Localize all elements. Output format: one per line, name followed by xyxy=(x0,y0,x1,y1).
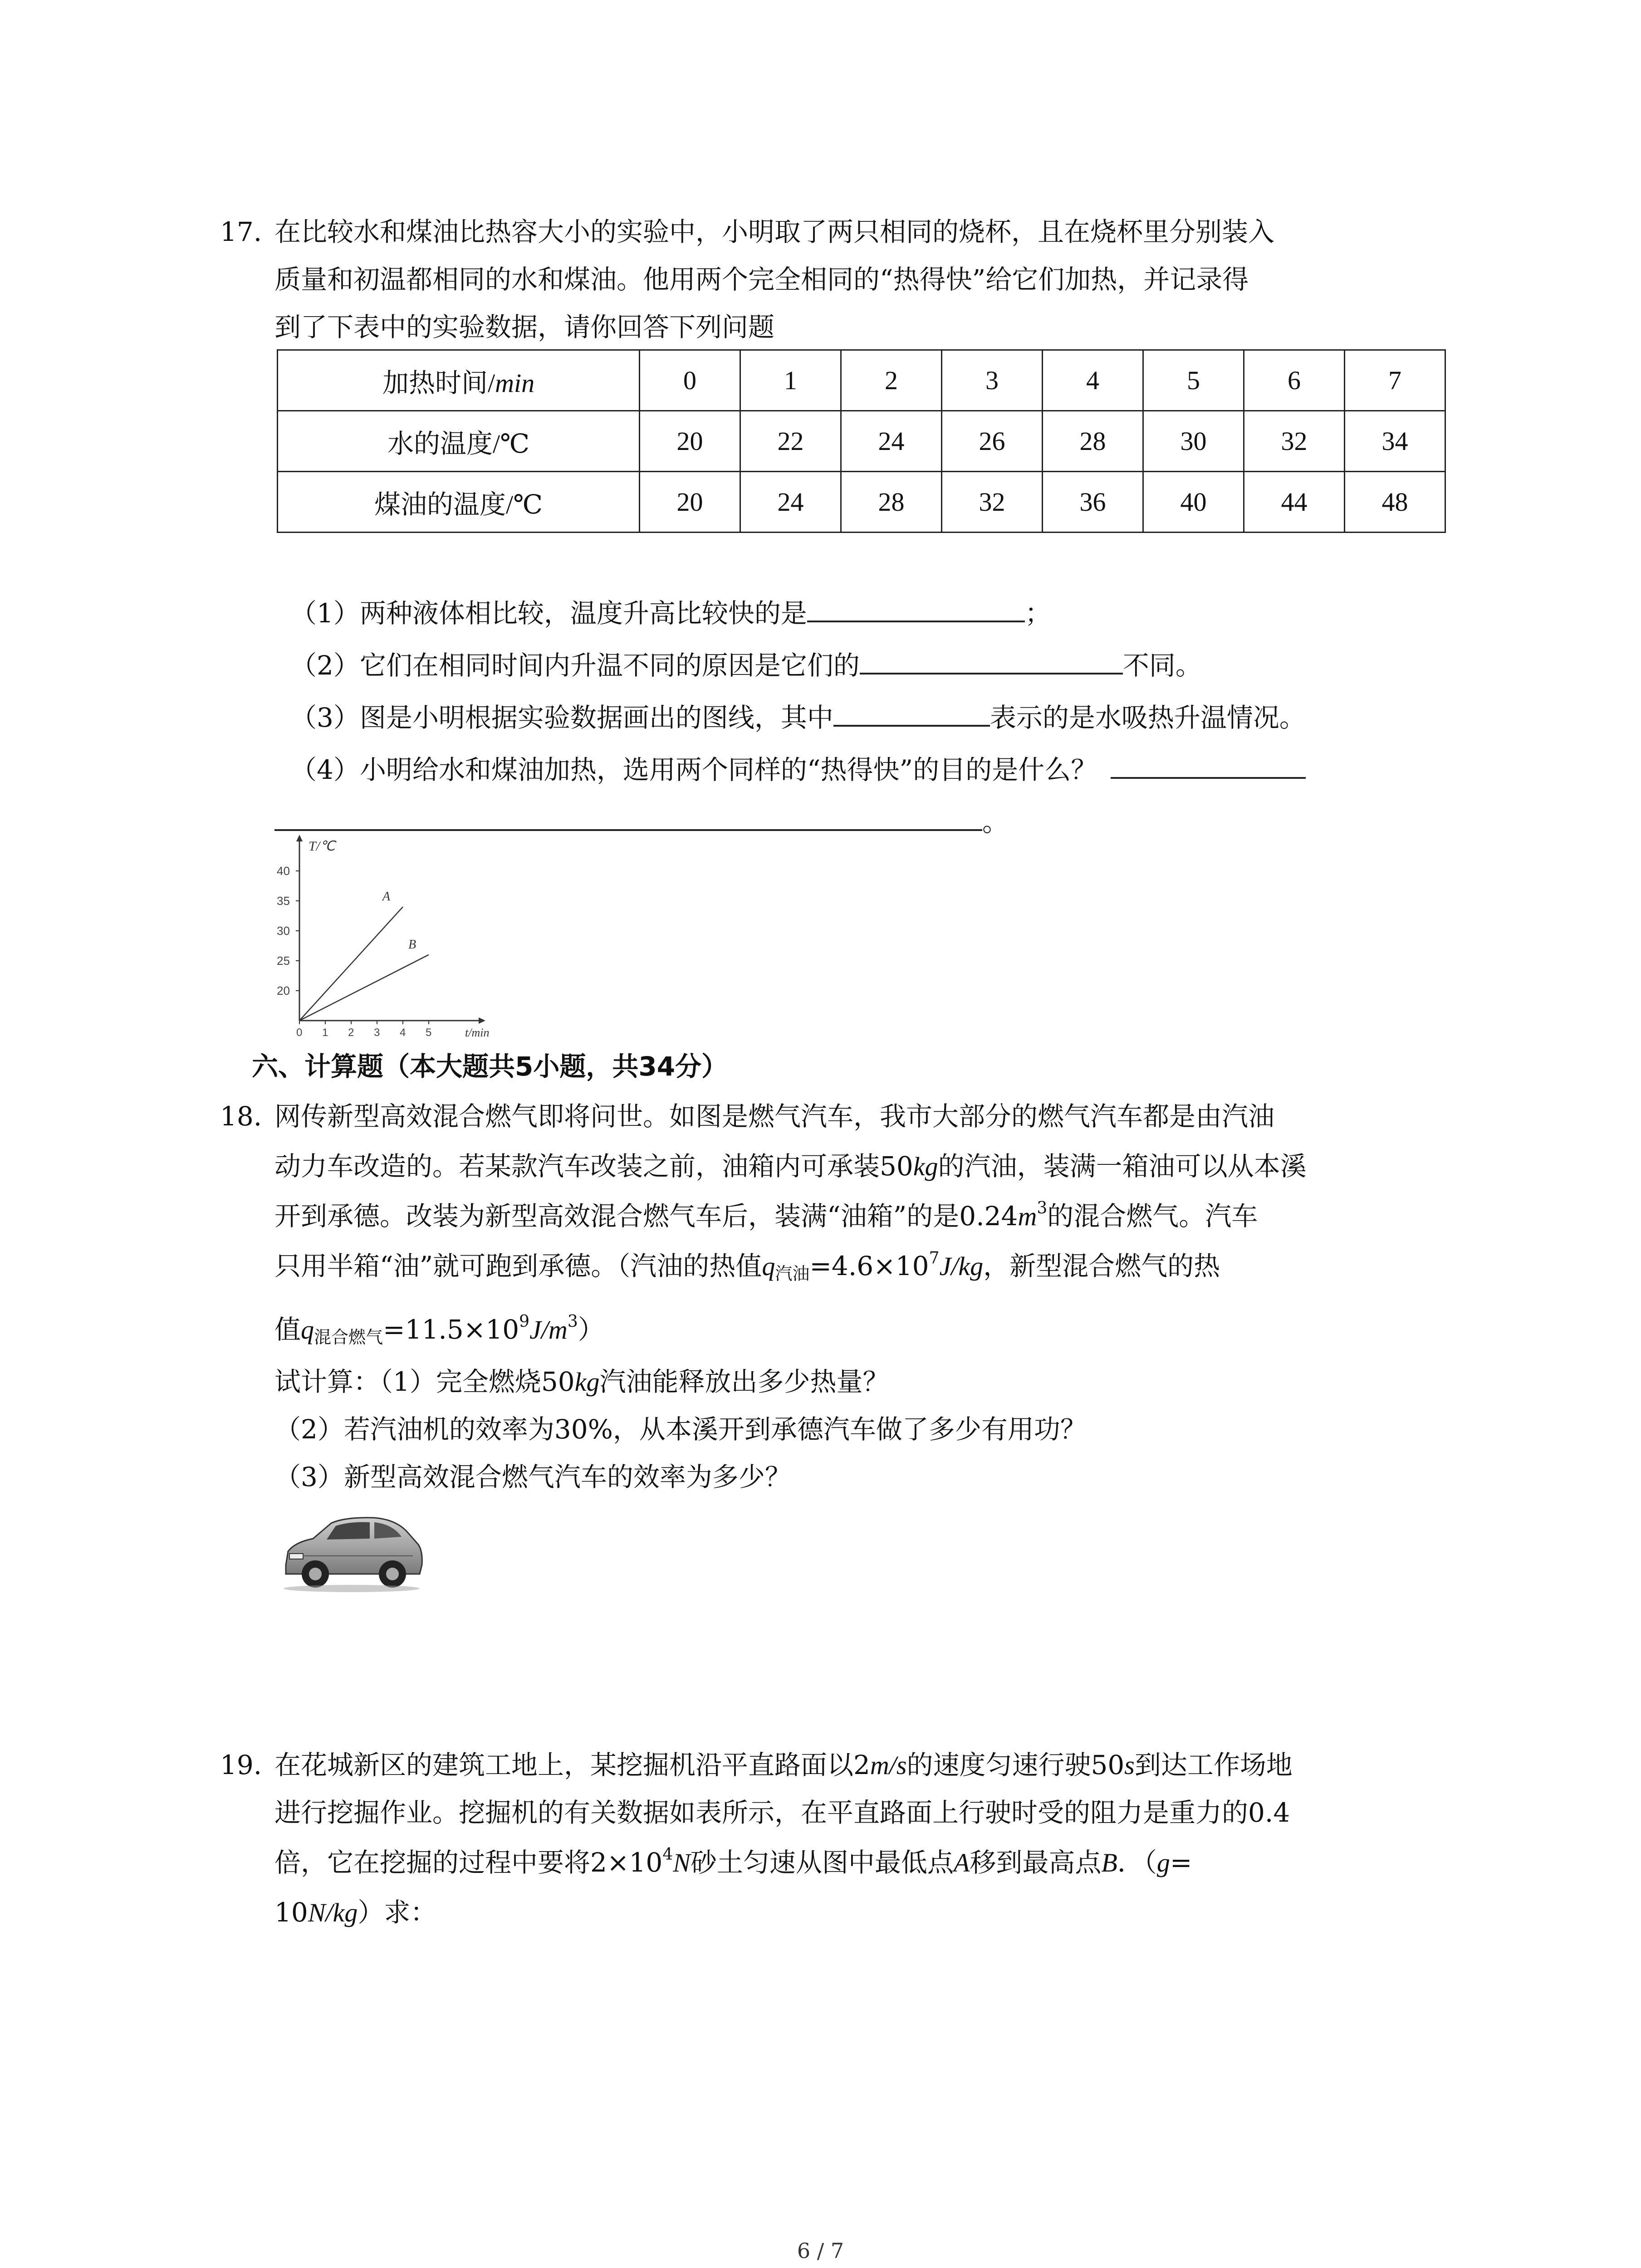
table-cell: 6 xyxy=(1244,350,1345,411)
table-cell: 2 xyxy=(841,350,942,411)
table-cell: 7 xyxy=(1345,350,1445,411)
y-tick-label: 40 xyxy=(277,864,290,878)
table-cell: 5 xyxy=(1143,350,1244,411)
car-image xyxy=(277,1510,426,1594)
table-cell: 0 xyxy=(640,350,740,411)
x-tick-label: 0 xyxy=(296,1026,303,1039)
q18-l5-b: =11.5×10 xyxy=(383,1314,519,1345)
q17-sub3-end: 表示的是水吸热升温情况。 xyxy=(989,702,1306,733)
q18-l5-c: ） xyxy=(578,1314,604,1345)
row-label: 加热时间/ xyxy=(382,368,495,398)
q18-l4-q: q xyxy=(762,1251,775,1281)
q19-l1-c: 到达工作场地 xyxy=(1134,1750,1293,1780)
table-row xyxy=(278,350,1445,411)
experiment-data-table xyxy=(277,349,1446,533)
series-label-A: A xyxy=(382,890,391,904)
y-tick-label: 20 xyxy=(277,984,290,997)
x-tick-label: 4 xyxy=(400,1026,406,1039)
q19-l3-sup: 4 xyxy=(662,1845,673,1864)
table-cell: 32 xyxy=(1244,411,1345,472)
y-tick-label: 30 xyxy=(277,924,290,938)
q18-l6-unit: kg xyxy=(574,1367,600,1397)
q19-l3-d: ．（ xyxy=(1117,1847,1157,1878)
q17-sub-question-1 xyxy=(290,594,1051,630)
table-cell: 24 xyxy=(841,411,942,472)
q18-l3-unit: m xyxy=(1018,1202,1037,1231)
table-cell: 34 xyxy=(1345,411,1445,472)
y-tick-label: 35 xyxy=(277,894,290,908)
row-label-unit: min xyxy=(495,368,535,398)
table-cell: 4 xyxy=(1043,350,1143,411)
row-label: 煤油的温度/℃ xyxy=(374,489,543,519)
table-cell: 3 xyxy=(942,350,1043,411)
question-18-line-7: （2）若汽油机的效率为30%，从本溪开到承德汽车做了多少有用功？ xyxy=(274,1414,1087,1445)
q18-l2-b: 的汽油，装满一箱油可以从本溪 xyxy=(938,1151,1307,1182)
table-cell: 30 xyxy=(1143,411,1244,472)
q18-l3-sup: 3 xyxy=(1037,1199,1048,1217)
y-axis-arrow xyxy=(296,835,303,841)
section-heading: 六、计算题（本大题共5小题，共34分） xyxy=(252,1051,728,1082)
series-line-B xyxy=(299,955,429,1021)
q18-l3-b: 的混合燃气。汽车 xyxy=(1047,1201,1258,1232)
q18-l4-sup: 7 xyxy=(929,1249,940,1267)
question-18-line-1: 网传新型高效混合燃气即将问世。如图是燃气汽车，我市大部分的燃气汽车都是由汽油 xyxy=(274,1101,1275,1132)
q19-l3-unit: N xyxy=(673,1848,691,1877)
q18-l5-unit: J/m xyxy=(529,1315,568,1344)
question-18-line-4 xyxy=(274,1250,1220,1283)
y-tick-label: 25 xyxy=(277,954,290,968)
q19-point-b: B xyxy=(1101,1848,1117,1877)
q17-sub3-answer-blank[interactable] xyxy=(833,699,990,727)
q17-sub3-text: （3）图是小明根据实验数据画出的图线，其中 xyxy=(290,702,833,733)
q18-l6-a: 试计算：（1）完全燃烧50 xyxy=(274,1366,575,1397)
q18-l5-q: q xyxy=(301,1315,314,1344)
x-axis-arrow xyxy=(479,1017,485,1024)
table-cell: 24 xyxy=(740,472,841,533)
q18-l2-a: 动力车改造的。若某款汽车改装之前，油箱内可承装50 xyxy=(274,1151,913,1182)
q17-sub-question-4 xyxy=(290,751,1306,786)
q17-sub1-answer-blank[interactable] xyxy=(807,594,1025,622)
x-tick-label: 2 xyxy=(348,1026,354,1039)
question-19-line-4 xyxy=(274,1896,436,1929)
q19-l3-c: 移到最高点 xyxy=(970,1847,1102,1878)
q18-l3-a: 开到承德。改装为新型高效混合燃气车后，装满“油箱”的是0.24 xyxy=(274,1201,1018,1232)
x-tick-label: 1 xyxy=(322,1026,328,1039)
q17-sub-question-2 xyxy=(290,646,1202,682)
question-18-line-3 xyxy=(274,1200,1258,1233)
q19-l3-b: 砂土匀速从图中最低点 xyxy=(690,1847,954,1878)
question-18-line-2 xyxy=(274,1150,1307,1183)
q17-sub4-answer-blank[interactable] xyxy=(1111,751,1306,779)
question-17-number: 17. xyxy=(220,216,262,247)
q17-sub2-answer-blank[interactable] xyxy=(860,646,1123,675)
table-cell: 40 xyxy=(1143,472,1244,533)
question-19-line-1 xyxy=(274,1749,1293,1782)
q17-sub-question-3 xyxy=(290,699,1306,734)
q17-sub1-text: （1）两种液体相比较，温度升高比较快的是 xyxy=(290,598,807,629)
q19-l1-b: 的速度匀速行驶50 xyxy=(906,1750,1125,1780)
q19-l3-a: 倍，它在挖掘的过程中要将2×10 xyxy=(274,1847,663,1878)
question-18-line-5 xyxy=(274,1313,604,1346)
question-19-line-2: 进行挖掘作业。挖掘机的有关数据如表所示，在平直路面上行驶时受的阻力是重力的0.4 xyxy=(274,1797,1290,1828)
table-cell: 28 xyxy=(841,472,942,533)
q17-sub4-answer-blank-2[interactable] xyxy=(274,803,982,831)
question-17-line-2: 质量和初温都相同的水和煤油。他用两个完全相同的“热得快”给它们加热，并记录得 xyxy=(274,264,1249,295)
table-cell: 1 xyxy=(740,350,841,411)
q19-l4-b: ）求： xyxy=(358,1897,437,1928)
q19-point-a: A xyxy=(953,1848,970,1877)
y-axis-label: T/℃ xyxy=(309,839,335,854)
q18-l5-sub: 混合燃气 xyxy=(314,1327,383,1347)
q17-sub1-end: ； xyxy=(1024,598,1051,629)
q18-l4-a: 只用半箱“油”就可跑到承德。（汽油的热值 xyxy=(274,1251,762,1281)
q18-l4-c: ，新型混合燃气的热 xyxy=(983,1251,1220,1281)
table-cell: 20 xyxy=(640,411,740,472)
table-row xyxy=(278,411,1445,472)
q19-l4-unit: N/kg xyxy=(308,1898,358,1927)
series-line-A xyxy=(299,907,403,1021)
table-cell: 20 xyxy=(640,472,740,533)
table-cell: 22 xyxy=(740,411,841,472)
question-18-number: 18. xyxy=(220,1101,262,1132)
q18-l4-b: =4.6×10 xyxy=(809,1251,929,1281)
page-number: 6 / 7 xyxy=(797,2239,844,2263)
q18-l5-sup2: 3 xyxy=(567,1312,578,1331)
question-19-line-3 xyxy=(274,1846,1192,1879)
question-18-line-8: （3）新型高效混合燃气汽车的效率为多少？ xyxy=(274,1461,791,1492)
q19-l3-g: g xyxy=(1156,1848,1170,1877)
table-cell: 32 xyxy=(942,472,1043,533)
q17-sub4-end: 。 xyxy=(982,807,1009,837)
table-cell: 36 xyxy=(1043,472,1143,533)
series-label-B: B xyxy=(408,937,416,952)
q17-sub4-text: （4）小明给水和煤油加热，选用两个同样的“热得快”的目的是什么？ xyxy=(290,754,1097,785)
table-cell: 48 xyxy=(1345,472,1445,533)
table-row-header xyxy=(278,411,640,472)
question-18-line-6 xyxy=(274,1365,889,1398)
q18-l4-unit: J/kg xyxy=(939,1251,984,1281)
q17-sub2-end: 不同。 xyxy=(1122,650,1202,681)
table-cell: 28 xyxy=(1043,411,1143,472)
question-17-line-1: 在比较水和煤油比热容大小的实验中，小明取了两只相同的烧杯，且在烧杯里分别装入 xyxy=(274,216,1275,247)
q18-l5-sup: 9 xyxy=(519,1312,530,1331)
q18-l5-a: 值 xyxy=(274,1314,301,1345)
temperature-time-graph xyxy=(272,830,508,1039)
table-row-header xyxy=(278,350,640,411)
q19-l1-unit: m/s xyxy=(870,1750,907,1780)
table-cell: 26 xyxy=(942,411,1043,472)
x-tick-label: 5 xyxy=(426,1026,432,1039)
q19-l1-a: 在花城新区的建筑工地上，某挖掘机沿平直路面以2 xyxy=(274,1750,870,1780)
q19-l4-a: 10 xyxy=(274,1897,308,1928)
x-tick-label: 3 xyxy=(374,1026,380,1039)
q18-l6-b: 汽油能释放出多少热量？ xyxy=(599,1366,889,1397)
q18-l4-sub: 汽油 xyxy=(775,1264,810,1284)
q17-sub2-text: （2）它们在相同时间内升温不同的原因是它们的 xyxy=(290,650,860,681)
table-cell: 44 xyxy=(1244,472,1345,533)
q18-l2-unit: kg xyxy=(913,1152,938,1181)
table-row-header xyxy=(278,472,640,533)
question-17-line-3: 到了下表中的实验数据，请你回答下列问题 xyxy=(274,312,775,342)
question-19-number: 19. xyxy=(220,1750,262,1780)
x-axis-label: t/min xyxy=(465,1026,490,1039)
row-label: 水的温度/℃ xyxy=(387,429,529,459)
q19-l3-e: = xyxy=(1170,1847,1192,1878)
q19-l1-unit2: s xyxy=(1124,1750,1135,1780)
table-row xyxy=(278,472,1445,533)
